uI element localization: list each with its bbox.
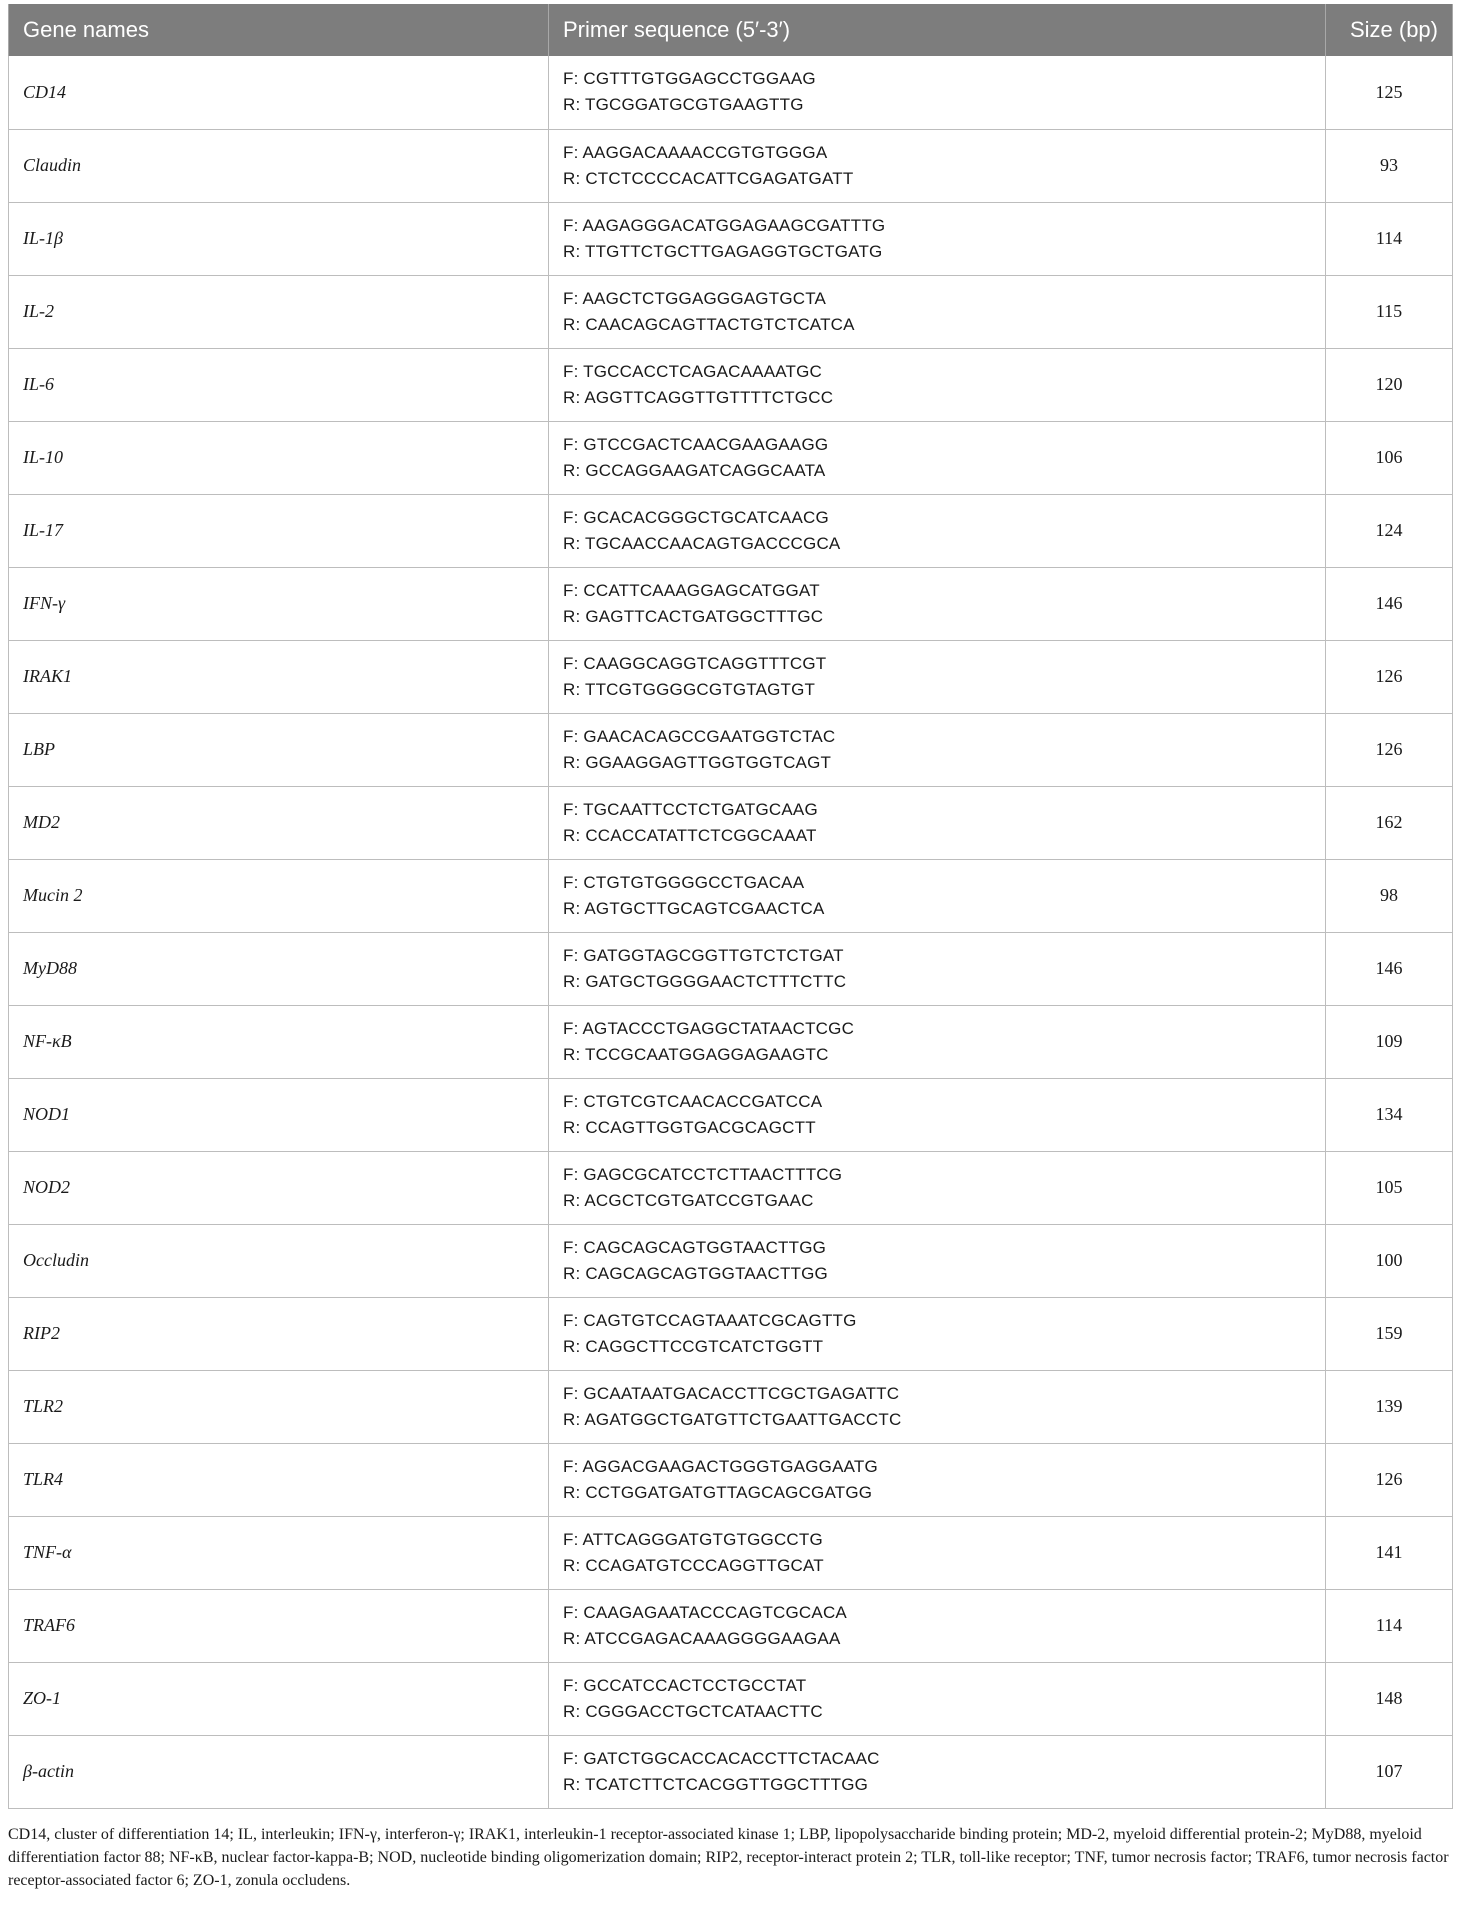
forward-primer: F: CAAGAGAATACCCAGTCGCACA <box>563 1602 847 1622</box>
primer-sequence-cell <box>549 129 1326 202</box>
table-row <box>9 56 1453 129</box>
header-gene-names: Gene names <box>9 4 549 56</box>
reverse-primer: R: CAACAGCAGTTACTGTCTCATCA <box>563 314 855 334</box>
reverse-primer: R: TTGTTCTGCTTGAGAGGTGCTGATG <box>563 241 883 261</box>
forward-primer: F: AGGACGAAGACTGGGTGAGGAATG <box>563 1456 878 1476</box>
table-row <box>9 202 1453 275</box>
primer-sequence-cell <box>549 713 1326 786</box>
table-row <box>9 1735 1453 1808</box>
table-row <box>9 1078 1453 1151</box>
gene-name-cell: LBP <box>9 713 549 786</box>
gene-name-cell: NF-κB <box>9 1005 549 1078</box>
reverse-primer: R: TGCGGATGCGTGAAGTTG <box>563 95 804 115</box>
size-cell: 114 <box>1326 1589 1453 1662</box>
reverse-primer: R: CCAGTTGGTGACGCAGCTT <box>563 1117 816 1137</box>
primer-sequence-cell <box>549 1005 1326 1078</box>
table-row <box>9 1151 1453 1224</box>
gene-name-cell: TRAF6 <box>9 1589 549 1662</box>
reverse-primer: R: AGTGCTTGCAGTCGAACTCA <box>563 898 825 918</box>
table-row <box>9 348 1453 421</box>
gene-name-cell: TLR2 <box>9 1370 549 1443</box>
forward-primer: F: ATTCAGGGATGTGTGGCCTG <box>563 1529 823 1549</box>
gene-name-cell: NOD2 <box>9 1151 549 1224</box>
table-row <box>9 713 1453 786</box>
primer-sequence-cell <box>549 494 1326 567</box>
gene-name-cell: NOD1 <box>9 1078 549 1151</box>
forward-primer: F: AGTACCCTGAGGCTATAACTCGC <box>563 1018 855 1038</box>
table-row <box>9 1443 1453 1516</box>
table-header <box>9 4 1453 56</box>
gene-name-cell: RIP2 <box>9 1297 549 1370</box>
forward-primer: F: GCACACGGGCTGCATCAACG <box>563 507 829 527</box>
reverse-primer: R: TTCGTGGGGCGTGTAGTGT <box>563 679 816 699</box>
gene-name-cell: IL-17 <box>9 494 549 567</box>
primer-table <box>8 4 1453 1809</box>
gene-name-cell: MyD88 <box>9 932 549 1005</box>
gene-name-cell: TLR4 <box>9 1443 549 1516</box>
forward-primer: F: CTGTCGTCAACACCGATCCA <box>563 1091 823 1111</box>
forward-primer: F: CAGTGTCCAGTAAATCGCAGTTG <box>563 1310 857 1330</box>
size-cell: 139 <box>1326 1370 1453 1443</box>
size-cell: 141 <box>1326 1516 1453 1589</box>
primer-sequence-cell <box>549 932 1326 1005</box>
gene-name-cell: CD14 <box>9 56 549 129</box>
primer-sequence-cell <box>549 275 1326 348</box>
gene-name-cell: Claudin <box>9 129 549 202</box>
forward-primer: F: AAGAGGGACATGGAGAAGCGATTTG <box>563 215 886 235</box>
primer-sequence-cell <box>549 202 1326 275</box>
size-cell: 109 <box>1326 1005 1453 1078</box>
reverse-primer: R: TCATCTTCTCACGGTTGGCTTTGG <box>563 1774 869 1794</box>
table-body <box>9 56 1453 1808</box>
size-cell: 126 <box>1326 1443 1453 1516</box>
table-row <box>9 494 1453 567</box>
size-cell: 105 <box>1326 1151 1453 1224</box>
header-primer-sequence: Primer sequence (5′-3′) <box>549 4 1326 56</box>
forward-primer: F: GATCTGGCACCACACCTTCTACAAC <box>563 1748 880 1768</box>
reverse-primer: R: TCCGCAATGGAGGAGAAGTC <box>563 1044 829 1064</box>
forward-primer: F: AAGGACAAAACCGTGTGGGA <box>563 142 828 162</box>
gene-name-cell: Occludin <box>9 1224 549 1297</box>
gene-name-cell: IL-10 <box>9 421 549 494</box>
size-cell: 124 <box>1326 494 1453 567</box>
size-cell: 115 <box>1326 275 1453 348</box>
size-cell: 120 <box>1326 348 1453 421</box>
primer-sequence-cell <box>549 1078 1326 1151</box>
forward-primer: F: CAAGGCAGGTCAGGTTTCGT <box>563 653 827 673</box>
header-size: Size (bp) <box>1326 4 1453 56</box>
forward-primer: F: GAACACAGCCGAATGGTCTAC <box>563 726 836 746</box>
table-row <box>9 275 1453 348</box>
size-cell: 134 <box>1326 1078 1453 1151</box>
gene-name-cell: β-actin <box>9 1735 549 1808</box>
reverse-primer: R: CAGCAGCAGTGGTAACTTGG <box>563 1263 828 1283</box>
gene-name-cell: TNF-α <box>9 1516 549 1589</box>
size-cell: 125 <box>1326 56 1453 129</box>
primer-sequence-cell <box>549 1297 1326 1370</box>
reverse-primer: R: GAGTTCACTGATGGCTTTGC <box>563 606 824 626</box>
primer-sequence-cell <box>549 567 1326 640</box>
gene-name-cell: IL-1β <box>9 202 549 275</box>
size-cell: 159 <box>1326 1297 1453 1370</box>
table-row <box>9 1297 1453 1370</box>
primer-sequence-cell <box>549 421 1326 494</box>
forward-primer: F: GCAATAATGACACCTTCGCTGAGATTC <box>563 1383 900 1403</box>
table-row <box>9 567 1453 640</box>
reverse-primer: R: GCCAGGAAGATCAGGCAATA <box>563 460 826 480</box>
primer-table-container <box>8 4 1452 1809</box>
gene-name-cell: IFN-γ <box>9 567 549 640</box>
forward-primer: F: CTGTGTGGGGCCTGACAA <box>563 872 805 892</box>
reverse-primer: R: AGATGGCTGATGTTCTGAATTGACCTC <box>563 1409 902 1429</box>
size-cell: 146 <box>1326 932 1453 1005</box>
forward-primer: F: GAGCGCATCCTCTTAACTTTCG <box>563 1164 843 1184</box>
table-footnote: CD14, cluster of differentiation 14; IL, interleukin; IFN-γ, interferon-γ; IRAK1, interleukin-1 receptor-associated kinase 1; LBP, lipopolysaccharide binding protein; MD-2, myeloid differential protein-2; MyD88, myeloid differentiation factor 88; NF-κB, nuclear factor-kappa-B; NOD, nucleotide binding oligomerization domain; RIP2, receptor-interact protein 2; TLR, toll-like receptor; TNF, tumor necrosis factor; TRAF6, tumor necrosis factor receptor-associated factor 6; ZO-1, zonula occludens. <box>8 1826 1449 1889</box>
table-row <box>9 859 1453 932</box>
reverse-primer: R: CTCTCCCCACATTCGAGATGATT <box>563 168 854 188</box>
forward-primer: F: CGTTTGTGGAGCCTGGAAG <box>563 69 816 89</box>
forward-primer: F: TGCCACCTCAGACAAAATGC <box>563 361 822 381</box>
reverse-primer: R: AGGTTCAGGTTGTTTTCTGCC <box>563 387 834 407</box>
reverse-primer: R: GGAAGGAGTTGGTGGTCAGT <box>563 752 832 772</box>
reverse-primer: R: ACGCTCGTGATCCGTGAAC <box>563 1190 814 1210</box>
forward-primer: F: GCCATCCACTCCTGCCTAT <box>563 1675 807 1695</box>
gene-name-cell: Mucin 2 <box>9 859 549 932</box>
size-cell: 100 <box>1326 1224 1453 1297</box>
primer-sequence-cell <box>549 1589 1326 1662</box>
primer-sequence-cell <box>549 640 1326 713</box>
primer-sequence-cell <box>549 1662 1326 1735</box>
size-cell: 148 <box>1326 1662 1453 1735</box>
primer-sequence-cell <box>549 1370 1326 1443</box>
gene-name-cell: ZO-1 <box>9 1662 549 1735</box>
primer-sequence-cell <box>549 786 1326 859</box>
table-row <box>9 129 1453 202</box>
size-cell: 126 <box>1326 640 1453 713</box>
reverse-primer: R: TGCAACCAACAGTGACCCGCA <box>563 533 841 553</box>
table-row <box>9 640 1453 713</box>
forward-primer: F: GTCCGACTCAACGAAGAAGG <box>563 434 829 454</box>
table-row <box>9 1224 1453 1297</box>
gene-name-cell: IL-6 <box>9 348 549 421</box>
header-row <box>9 4 1453 56</box>
size-cell: 93 <box>1326 129 1453 202</box>
table-row <box>9 1370 1453 1443</box>
table-row <box>9 421 1453 494</box>
reverse-primer: R: CAGGCTTCCGTCATCTGGTT <box>563 1336 824 1356</box>
primer-sequence-cell <box>549 1224 1326 1297</box>
forward-primer: F: AAGCTCTGGAGGGAGTGCTA <box>563 288 827 308</box>
reverse-primer: R: GATGCTGGGGAACTCTTTCTTC <box>563 971 847 991</box>
reverse-primer: R: ATCCGAGACAAAGGGGAAGAA <box>563 1628 841 1648</box>
size-cell: 146 <box>1326 567 1453 640</box>
primer-sequence-cell <box>549 859 1326 932</box>
table-row <box>9 932 1453 1005</box>
gene-name-cell: IRAK1 <box>9 640 549 713</box>
primer-sequence-cell <box>549 1443 1326 1516</box>
reverse-primer: R: CCAGATGTCCCAGGTTGCAT <box>563 1555 824 1575</box>
size-cell: 126 <box>1326 713 1453 786</box>
forward-primer: F: GATGGTAGCGGTTGTCTCTGAT <box>563 945 844 965</box>
table-row <box>9 1005 1453 1078</box>
forward-primer: F: CAGCAGCAGTGGTAACTTGG <box>563 1237 827 1257</box>
size-cell: 106 <box>1326 421 1453 494</box>
primer-sequence-cell <box>549 56 1326 129</box>
size-cell: 107 <box>1326 1735 1453 1808</box>
forward-primer: F: TGCAATTCCTCTGATGCAAG <box>563 799 818 819</box>
primer-sequence-cell <box>549 1151 1326 1224</box>
size-cell: 114 <box>1326 202 1453 275</box>
size-cell: 98 <box>1326 859 1453 932</box>
table-row <box>9 1662 1453 1735</box>
primer-sequence-cell <box>549 348 1326 421</box>
reverse-primer: R: CCTGGATGATGTTAGCAGCGATGG <box>563 1482 873 1502</box>
primer-sequence-cell <box>549 1516 1326 1589</box>
reverse-primer: R: CCACCATATTCTCGGCAAAT <box>563 825 817 845</box>
table-row <box>9 1516 1453 1589</box>
forward-primer: F: CCATTCAAAGGAGCATGGAT <box>563 580 820 600</box>
table-row <box>9 786 1453 859</box>
gene-name-cell: MD2 <box>9 786 549 859</box>
reverse-primer: R: CGGGACCTGCTCATAACTTC <box>563 1701 823 1721</box>
primer-sequence-cell <box>549 1735 1326 1808</box>
table-row <box>9 1589 1453 1662</box>
size-cell: 162 <box>1326 786 1453 859</box>
gene-name-cell: IL-2 <box>9 275 549 348</box>
